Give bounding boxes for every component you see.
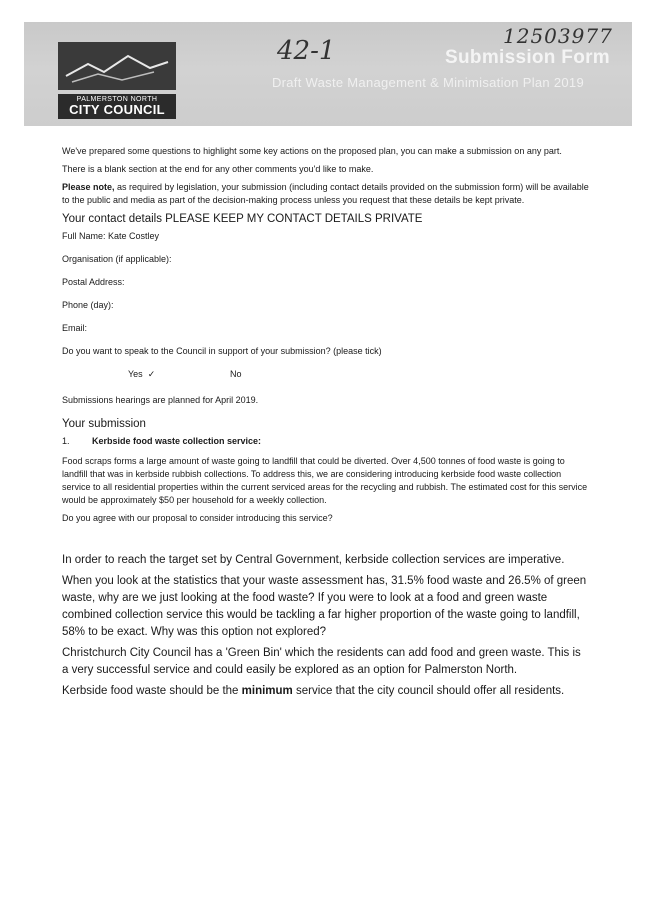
speak-question: Do you want to speak to the Council in support of your submission? (please tick) — [62, 346, 382, 356]
handwritten-reference: 12503977 — [503, 24, 613, 48]
answer-4-pre: Kerbside food waste should be the — [62, 685, 242, 697]
question-1-label: Kerbside food waste collection service: — [92, 436, 262, 446]
form-title: Submission Form — [445, 47, 610, 68]
email-field[interactable] — [62, 323, 590, 333]
yes-label: Yes — [128, 369, 143, 379]
intro-paragraph-2: There is a blank section at the end for any other comments you'd like to make. — [62, 164, 374, 174]
privacy-note — [62, 181, 590, 207]
intro-paragraph-1: We've prepared some questions to highlight some key actions on the proposed plan, you can make a submission on any part. — [62, 146, 562, 156]
question-1-question: Do you agree with our proposal to consider introducing this service? — [62, 513, 333, 523]
answer-paragraph-1[interactable]: In order to reach the target set by Central Government, kerbside collection services are imperative. — [62, 554, 565, 566]
question-1-title — [62, 436, 590, 446]
logo-line1: PALMERSTON NORTH — [76, 96, 158, 103]
question-1-body: Food scraps forms a large amount of waste going to landfill that could be diverted. Over 4,500 tonnes of food waste is going to landfill that was in kerbside rubbish collections. To address this, we are considering introducing kerbside food waste collection service to all residential properties within the current serviced areas for the recycling and rubbish. The estimated cost for this service would be approximately $50 per household for a weekly collection. — [62, 456, 588, 505]
answer-4-bold: minimum — [241, 685, 293, 697]
form-subtitle: Draft Waste Management & Minimisation Plan 2019 — [271, 75, 584, 90]
email-label: Email: — [62, 323, 88, 333]
no-option[interactable] — [230, 369, 242, 379]
handwritten-number: 42-1 — [277, 36, 336, 66]
postal-address-field[interactable] — [62, 277, 590, 287]
question-1-number: 1. — [62, 436, 70, 446]
contact-heading: Your contact details PLEASE KEEP MY CONTACT DETAILS PRIVATE — [62, 213, 423, 225]
yes-tick: ✓ — [147, 369, 156, 379]
privacy-note-bold: Please note, — [62, 182, 115, 192]
privacy-note-text: as required by legislation, your submission (including contact details provided on the submission form) will be available to the public and media as part of the decision-making process unless you request that these details be kept private. — [62, 182, 589, 205]
logo-mark — [58, 42, 176, 90]
yes-option[interactable] — [128, 369, 155, 380]
council-logo — [58, 42, 176, 122]
speak-options — [62, 369, 590, 381]
organisation-field[interactable] — [62, 254, 590, 264]
phone-label: Phone (day): — [62, 300, 114, 310]
logo-text — [58, 94, 176, 119]
answer-4-post: service that the city council should offer all residents. — [292, 685, 565, 697]
postal-address-label: Postal Address: — [62, 277, 125, 287]
answer-paragraph-2[interactable]: When you look at the statistics that your waste assessment has, 31.5% food waste and 26.5% of green waste, why are we just looking at the food waste? If you were to look at a food and green waste combined collection service this would be tackling a far higher proportion of the waste going to landfill, 58% to be exact. Why was this option not explored? — [62, 575, 587, 638]
full-name-value: Kate Costley — [108, 231, 160, 241]
submission-heading: Your submission — [62, 418, 146, 430]
answer-paragraph-4[interactable] — [62, 683, 590, 700]
hearings-note: Submissions hearings are planned for April 2019. — [62, 395, 259, 405]
organisation-label: Organisation (if applicable): — [62, 254, 172, 264]
full-name-field[interactable] — [62, 231, 590, 241]
answer-paragraph-3[interactable]: Christchurch City Council has a 'Green Bin' which the residents can add food and green waste. This is a very successful service and could easily be explored as an option for Palmerston North. — [62, 647, 581, 676]
phone-field[interactable] — [62, 300, 590, 310]
logo-line2: CITY COUNCIL — [69, 102, 165, 117]
no-label: No — [230, 369, 242, 379]
form-body — [62, 145, 590, 704]
full-name-label: Full Name: — [62, 231, 106, 241]
